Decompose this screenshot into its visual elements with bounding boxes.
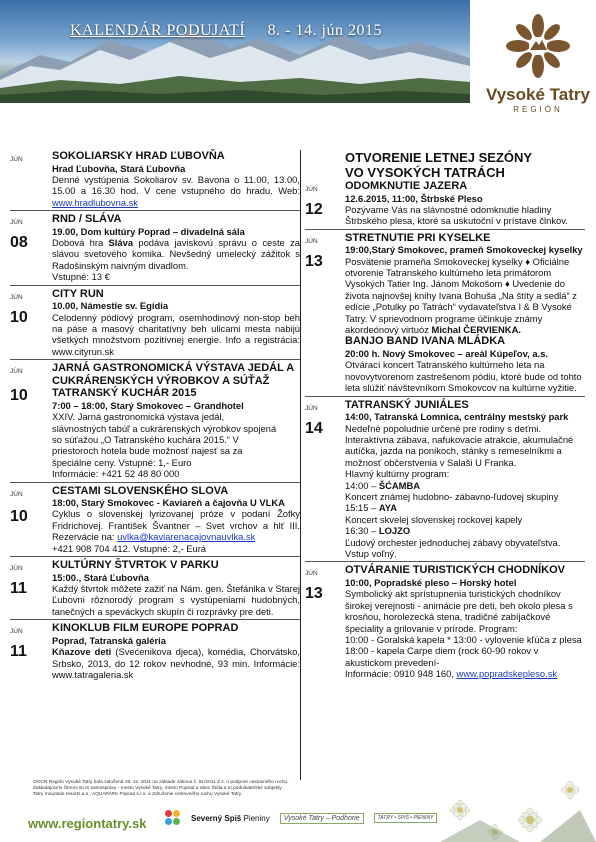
event-month: JÚN xyxy=(10,156,23,163)
event-venue: 19.00, Dom kultúry Poprad – divadelná sála xyxy=(52,225,245,237)
event-odomknutie xyxy=(305,180,585,230)
program-heading: Hlavný kultúrny program: xyxy=(345,468,450,480)
divider-line xyxy=(305,229,585,230)
program-item: 15:15 – AYA xyxy=(345,502,397,514)
event-day: 13 xyxy=(305,585,323,603)
event-description: Cyklus o slovenskej lyrizovanej próze v podaní Žofky Fridrichovej. František Švantner – Svet vrchov a hlť III. Rezervácie na: uvlka@kaviarenacajovnauvlka.sk xyxy=(52,508,300,543)
event-junniales xyxy=(305,399,585,563)
event-contact: Informácie: 0910 948 160, www.popradskepleso.sk xyxy=(345,668,558,680)
logo-brand: Vysoké Tatry xyxy=(486,85,590,104)
event-kinoklub xyxy=(10,622,300,680)
event-kyselka xyxy=(305,232,585,397)
event-month: JÚN xyxy=(305,404,318,412)
event-month: JÚN xyxy=(10,628,23,636)
event-description: Posvätenie prameňa Smokoveckej kyselky ♦ Oficiálne otvorenie Tatranského kultúrneho leta primátorom Vysokých Tatier Ing. Jánom Mokošom ♦ Uvedenie do života najnovšej knihy Ivana Bohuša „Na štíty a sedlá“ z edície „Potulky po Tatrách“ vydavateľstva I & B Vysoké Tatry. V sprievodnom programe účinkuje známy akordeónový virtuóz Michal ČERVIENKA. xyxy=(345,255,577,336)
event-email-link[interactable]: uvlka@kaviarenacajovnauvlka.sk xyxy=(117,531,256,543)
event-venue: 10.00, Námestie sv. Egídia xyxy=(52,300,169,312)
event-day: 08 xyxy=(10,234,28,252)
footer-partner-logos xyxy=(165,810,437,826)
event-venue: 20:00 h. Nový Smokovec – areál Kúpeľov, a.s. xyxy=(345,347,549,359)
event-price: Vstupné: 13 € xyxy=(52,271,110,283)
event-day: 11 xyxy=(10,643,27,661)
program-item: 14:00 – ŠĆAMBA xyxy=(345,479,421,491)
event-venue: 19:00,Starý Smokovec, prameň Smokoveckej kyselky xyxy=(345,244,583,256)
event-description: XXIV. Jarná gastronomická výstava jedál, slávnostných tabúľ a cukrárenských výrobkov spojená so súťažou „O Tatranského kuchára 2015.“ V priestoroch hotela bude možnosť najesť sa za špeciálne ceny. Vstupné: 1,- Euro xyxy=(52,411,277,468)
program-desc: Koncert skvelej slovenskej rockovej kapely xyxy=(345,513,523,525)
divider-line xyxy=(10,285,300,286)
divider-line xyxy=(305,396,585,397)
event-title: OTVÁRANIE TURISTICKÝCH CHODNÍKOV xyxy=(345,564,566,577)
event-venue: 10:00, Popradské pleso – Horský hotel xyxy=(345,576,517,588)
divider-line xyxy=(10,359,300,360)
event-day: 10 xyxy=(10,507,28,525)
event-venue: Hrad Ľubovňa, Stará Ľubovňa xyxy=(52,162,186,174)
event-venue: 18:00, Starý Smokovec - Kaviareň a čajovňa U VLKA xyxy=(52,497,285,509)
event-month: JÚN xyxy=(10,293,23,301)
event-title: CESTAMI SLOVENSKÉHO SLOVA xyxy=(52,484,229,497)
event-title: KINOKLUB FILM EUROPE POPRAD xyxy=(52,622,239,635)
edelweiss-icon xyxy=(506,14,570,78)
event-title: KULTÚRNY ŠTVRTOK V PARKU xyxy=(52,559,219,572)
tatry-spis-pieniny-logo: TATRY • SPIŠ • PIENINY xyxy=(374,813,438,823)
event-title: CITY RUN xyxy=(52,287,104,300)
divider-line xyxy=(10,556,300,557)
event-contact: Informácie: +421 52 48 80 000 xyxy=(52,468,180,480)
event-month: JÚN xyxy=(10,219,23,227)
event-venue: Poprad, Tatranská galéria xyxy=(52,634,166,646)
event-title: STRETNUTIE PRI KYSELKE xyxy=(345,231,491,244)
event-month: JÚN xyxy=(305,186,318,193)
event-venue: 12.6.2015, 11:00, Štrbské Pleso xyxy=(345,192,483,204)
event-cestami xyxy=(10,485,300,558)
event-description: Pozývame Vás na slávnostné odomknutie hladiny Štrbského plesa, ktoré sa uskutoční v prístave člnkov. xyxy=(345,203,568,227)
program-list: 10:00 - Goralská kapela * 13:00 - vylovenie kľúča z plesa 18:00 - kapela Carpe diem (rock 60-90 rokov v akustickom prevedení- xyxy=(345,633,582,668)
event-description: Denné vystúpenia Sokoliarov sv. Bavona o 11.00, 13.00, 15.00 a 16.30 hod. V cene vstupného do hradu. Web: www.hradlubovna.sk xyxy=(52,173,300,208)
event-city-run xyxy=(10,288,300,361)
column-divider xyxy=(300,150,301,780)
event-title: SOKOLIARSKY HRAD ĽUBOVŇA xyxy=(52,150,225,162)
event-description: Každý štvrtok môžete zažiť na Nám. gen. Štefánika v Starej Ľubovni rôznorodý program s vystúpeniami hudobných, tanečných a speváckych skupín či rozprávky pre deti. xyxy=(52,582,300,617)
left-column xyxy=(10,150,300,680)
mountain-illustration xyxy=(0,0,470,103)
event-venue: 14:00, Tatranská Lomnica, centrálny mestský park xyxy=(345,411,569,423)
event-title-banjo: BANJO BAND IVANA MLÁDKA xyxy=(345,335,506,348)
event-title: RND / SLÁVA xyxy=(52,213,122,226)
event-link[interactable]: www.hradlubovna.sk xyxy=(52,196,138,208)
calendar-title: KALENDÁR PODUJATÍ 8. - 14. jún 2015 xyxy=(70,22,382,39)
event-description: Otvárací koncert Tatranského kultúrneho leta na novovytvorenom zastrešenom pódiu, ktoré bude od tohto leta slúžiť návštevníkom Smokovcov na kultúrne vyžitie. xyxy=(345,359,582,394)
event-day: 12 xyxy=(305,201,323,218)
vysoke-tatry-logo xyxy=(486,14,590,124)
event-month: JÚN xyxy=(10,565,23,573)
event-venue: 15:00., Stará Ľubovňa xyxy=(52,571,149,583)
logo-region: REGIÓN xyxy=(513,105,563,114)
event-kulturny-stvrtok xyxy=(10,559,300,620)
right-column xyxy=(305,150,585,680)
event-title: JARNÁ GASTRONOMICKÁ VÝSTAVA JEDÁL A CUKRÁRENSKÝCH VÝROBKOV A SÚŤAŽ TATRANSKÝ KUCHÁR 2015 xyxy=(52,362,294,400)
event-title: TATRANSKÝ JUNIÁLES xyxy=(345,398,469,411)
event-month: JÚN xyxy=(10,490,23,498)
footer-legal: OOCR Región Vysoké Tatry bola založená 19. 12. 2011 na základe zákona č. 91/2011 Z.z. o podpore cestovného ruchu. Zakladajúcimi členmi sú tri samosprávy - mesto Vysoké Tatry, mesto Poprad a obec Štôla a tri podnikateľské subjekty Tatry mountain resorts a.s., AQUAPARK Poprad s.r.o. a Združenie cestovného ruchu Vysoké Tatry. xyxy=(33,780,289,797)
divider-line xyxy=(10,619,300,620)
event-day: 11 xyxy=(10,580,27,598)
event-description: Symbolický akt sprístupnenia turistických chodníkov širokej verejnosti - animácie pre deti, beh okolo plesa s krosňou, horolezecká stena, tradičné zabíjačkové špeciality a grilovanie v prírode. Program: xyxy=(345,588,573,634)
header-banner xyxy=(0,0,470,103)
event-description: Dobová hra Sláva podáva javiskovú správu o ceste za slávou svetového komika. Nevšedný umelecký zážitok s Radošinským naivným divadlom. xyxy=(52,237,300,271)
severny-spis-label: Severný Spiš Pieniny xyxy=(191,813,270,823)
event-description: Nedeľné popoludnie určené pre rodiny s deťmi. Interaktívna zábava, nafukovacie atrakcie, akumulačné autíčka, jazda na ponikoch, stánky s remeselníkmi a možnosť občerstvenia v Salaši U Franka. xyxy=(345,422,574,468)
event-month: JÚN xyxy=(10,368,23,376)
divider-line xyxy=(10,210,300,211)
edelweiss-photo xyxy=(420,720,596,842)
event-contact: +421 908 704 412. Vstupné: 2,- Eurá xyxy=(52,542,207,554)
severny-spis-icon xyxy=(165,810,181,826)
event-title: ODOMKNUTIE JAZERA xyxy=(345,180,468,192)
event-day: 10 xyxy=(10,387,28,405)
footer-website-link[interactable]: www.regiontatry.sk xyxy=(28,816,147,831)
event-day: 13 xyxy=(305,252,323,270)
program-item: 16:30 – LOJZO xyxy=(345,525,411,537)
podhorie-logo: Vysoké Tatry – Podhorie xyxy=(280,813,364,824)
entry-free: Vstup voľný. xyxy=(345,547,397,559)
event-link[interactable]: www.popradskepleso.sk xyxy=(456,668,558,680)
event-day: 10 xyxy=(10,308,28,326)
event-description: Celodenný pódiový program, osemhodinový non-stop beh na páse a masový charitatívny beh ulicami mesta nabijú všetkých množstvom pozitívnej energie. Info a registrácia: www.cityrun.sk xyxy=(52,311,300,357)
event-day: 14 xyxy=(305,419,323,437)
season-opening-title: OTVORENIE LETNEJ SEZÓNY VO VYSOKÝCH TATRÁCH xyxy=(345,150,533,180)
divider-line xyxy=(305,561,585,562)
event-month: JÚN xyxy=(305,570,318,578)
event-chodniky xyxy=(305,564,585,679)
program-desc: Ľudový orchester jednoduchej zábavy obyvateľstva. xyxy=(345,536,561,548)
divider-line xyxy=(10,482,300,483)
event-month: JÚN xyxy=(305,237,318,245)
program-desc: Koncert známej hudobno- zábavno-ľudovej skupiny xyxy=(345,490,559,502)
event-rnd-slava xyxy=(10,213,300,286)
event-description: Kňazove deti (Svećenikova djeca), komédia, Chorvátsko, Srbsko, 2013, do 12 rokov nevhodné, 93 min. Informácie: www.tatragaleria.sk xyxy=(52,646,300,680)
event-sokoliarsky xyxy=(10,150,300,211)
event-gastro xyxy=(10,362,300,482)
event-venue: 7:00 – 18:00, Starý Smokovec – Grandhotel xyxy=(52,399,244,411)
